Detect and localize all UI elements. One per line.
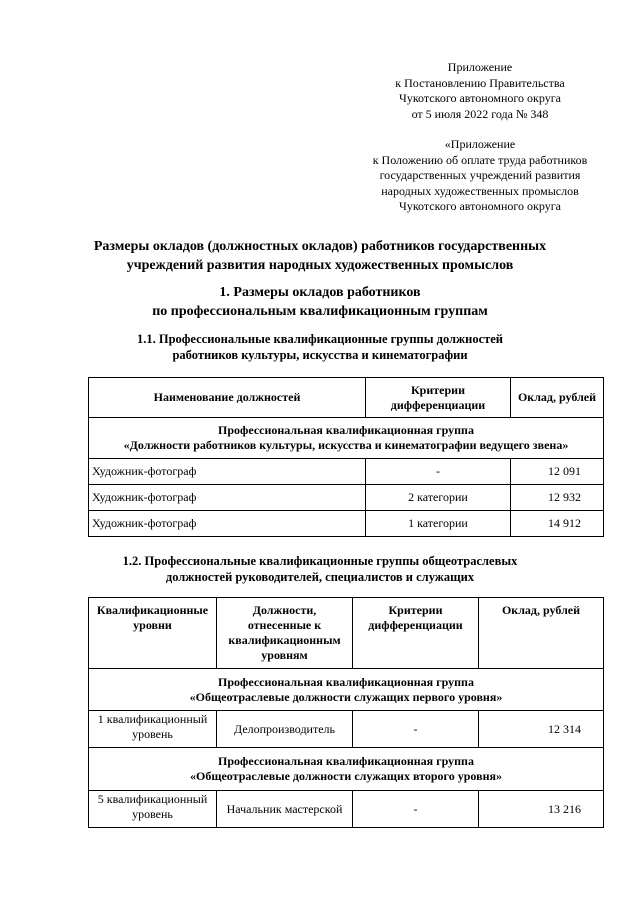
group-title-line: Профессиональная квалификационная группа xyxy=(218,674,474,689)
section-title-line: по профессиональным квалификационным группам xyxy=(152,304,488,319)
inner-appendix-line: «Приложение xyxy=(444,137,516,151)
level-line: 1 квалификационный xyxy=(97,712,208,726)
header-salary: Оклад, рублей xyxy=(511,378,604,418)
table-row xyxy=(89,485,604,511)
group-title-line: Профессиональная квалификационная группа xyxy=(218,423,474,437)
salary-cell: 12 091 xyxy=(511,459,604,485)
header-line: квалификационным xyxy=(228,633,341,647)
subsection-title-line: 1.2. Профессиональные квалификационные группы общеотраслевых xyxy=(122,554,518,568)
section-1-title xyxy=(0,283,640,321)
professional-group-title xyxy=(89,748,604,791)
position-cell: Начальник мастерской xyxy=(217,791,353,828)
table-row xyxy=(89,459,604,485)
position-cell: Делопроизводитель xyxy=(217,711,353,748)
criteria-cell: 2 категории xyxy=(366,485,511,511)
salary-cell: 12 314 xyxy=(479,711,604,748)
table-general-positions xyxy=(88,597,604,828)
level-cell xyxy=(89,791,217,828)
header-line: Квалификационные xyxy=(96,603,209,617)
table-row xyxy=(89,791,604,828)
appendix-line: к Постановлению Правительства xyxy=(395,75,565,90)
appendix-line: Чукотского автономного округа xyxy=(399,91,561,106)
inner-appendix-line: народных художественных промыслов xyxy=(381,183,579,198)
main-title-line: учреждений развития народных художественных промыслов xyxy=(126,258,514,273)
header-line: уровни xyxy=(133,618,172,632)
salary-cell: 12 932 xyxy=(511,485,604,511)
table-header-row xyxy=(89,378,604,418)
group-row xyxy=(89,669,604,711)
group-row xyxy=(89,748,604,791)
subsection-title-line: работников культуры, искусства и кинематографии xyxy=(172,348,468,362)
section-1-1-title xyxy=(0,331,640,363)
header-line: дифференциации xyxy=(368,618,463,632)
table-header-row xyxy=(89,598,604,669)
level-line: уровень xyxy=(132,727,173,741)
position-cell: Художник-фотограф xyxy=(89,511,366,537)
table-row xyxy=(89,511,604,537)
appendix-block xyxy=(352,60,608,122)
professional-group-title xyxy=(89,418,604,459)
inner-appendix-block xyxy=(352,137,608,215)
appendix-line: Приложение xyxy=(447,60,513,74)
group-row xyxy=(89,418,604,459)
inner-appendix-line: Чукотского автономного округа xyxy=(399,199,561,214)
criteria-cell: - xyxy=(353,791,479,828)
header-line: уровням xyxy=(261,648,308,662)
section-title-line: 1. Размеры окладов работников xyxy=(219,285,421,300)
group-title-line: «Общеотраслевые должности служащих первого уровня» xyxy=(189,689,503,704)
criteria-cell: - xyxy=(353,711,479,748)
table-row xyxy=(89,711,604,748)
header-positions xyxy=(217,598,353,669)
level-cell xyxy=(89,711,217,748)
subsection-title-line: должностей руководителей, специалистов и служащих xyxy=(165,570,475,584)
table-culture-positions xyxy=(88,377,604,537)
main-title-line: Размеры окладов (должностных окладов) работников государственных xyxy=(93,239,547,254)
group-title-line: «Должности работников культуры, искусства и кинематографии ведущего звена» xyxy=(123,438,569,452)
professional-group-title xyxy=(89,669,604,711)
header-line: Должности, xyxy=(252,603,317,617)
group-title-line: Профессиональная квалификационная группа xyxy=(218,754,474,768)
header-levels xyxy=(89,598,217,669)
header-line: отнесенные к xyxy=(247,618,322,632)
criteria-cell: 1 категории xyxy=(366,511,511,537)
group-title-line: «Общеотраслевые должности служащих второго уровня» xyxy=(190,769,502,783)
header-criteria xyxy=(353,598,479,669)
section-1-2-title xyxy=(0,553,640,585)
inner-appendix-line: к Положению об оплате труда работников xyxy=(372,152,588,167)
header-position-names: Наименование должностей xyxy=(89,378,366,418)
inner-appendix-line: государственных учреждений развития xyxy=(379,168,581,183)
subsection-title-line: 1.1. Профессиональные квалификационные группы должностей xyxy=(136,332,504,346)
main-title xyxy=(0,237,640,275)
criteria-cell: - xyxy=(366,459,511,485)
appendix-line: от 5 июля 2022 года № 348 xyxy=(411,106,549,121)
salary-cell: 13 216 xyxy=(479,791,604,828)
position-cell: Художник-фотограф xyxy=(89,485,366,511)
header-line: Критерии xyxy=(388,603,443,617)
position-cell: Художник-фотограф xyxy=(89,459,366,485)
header-salary: Оклад, рублей xyxy=(479,598,604,669)
salary-cell: 14 912 xyxy=(511,511,604,537)
level-line: уровень xyxy=(132,807,173,821)
header-criteria: Критерии дифференциации xyxy=(366,378,511,418)
level-line: 5 квалификационный xyxy=(97,792,208,806)
